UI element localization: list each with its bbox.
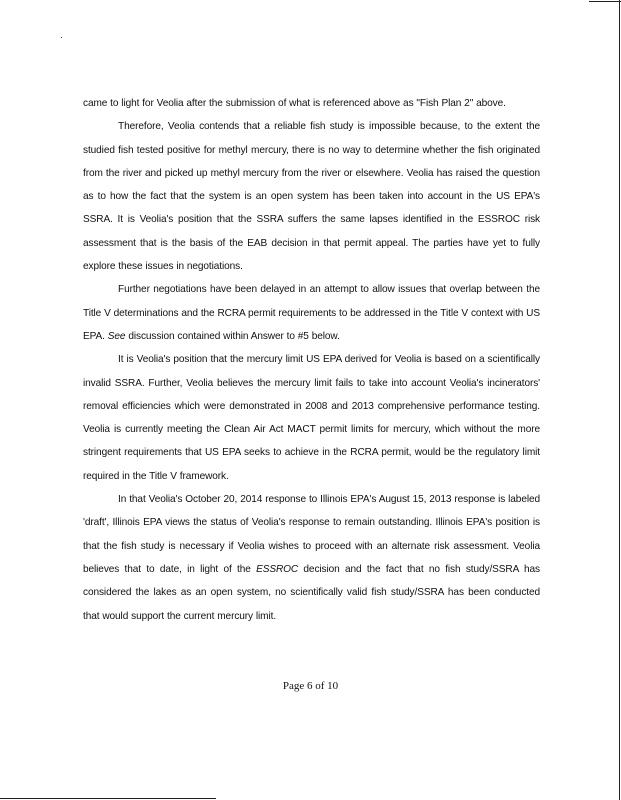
top-edge-mark [589,1,621,2]
paragraph-text: In that Veolia's October 20, 2014 response to Illinois EPA's August 15, 2013 response is labeled 'draft', Illinois EPA views the status of Veolia's response to remain outstanding. Illinois EPA's position is that the fish study is necessary if Veolia wishes to proceed with an alternate risk assessment. Veolia believes that to date, in light of the [83,494,540,575]
paragraph-continuation [83,92,540,115]
paragraph-text: decision and the fact that no fish study/SSRA has considered the lakes as an open system, no scientifically valid fish study/SSRA has been conducted that would support the current mercury limit. [83,563,540,622]
paragraph-negotiations [83,278,540,348]
scan-speck [61,37,62,38]
document-body [83,92,540,628]
italic-see: See [107,330,126,342]
bottom-edge-mark [0,798,216,799]
italic-essroc: ESSROC [256,563,299,575]
paragraph-text: Therefore, Veolia contends that a reliable fish study is impossible because, to the extent the studied fish tested positive for methyl mercury, there is no way to determine whether the fish originated from the river and picked up methyl mercury from the river or elsewhere. Veolia has raised the question as to how the fact that the system is an open system has been taken into account in the US EPA's SSRA. It is Veolia's position that the SSRA suffers the same lapses identified in the ESSROC risk assessment that is the basis of the EAB decision in that permit appeal. The parties have yet to fully explore these issues in negotiations. [83,121,540,273]
paragraph-response-status [83,488,540,628]
paragraph-fish-study [83,115,540,278]
paragraph-mercury-limit [83,348,540,488]
paragraph-text: came to light for Veolia after the submission of what is referenced above as "Fish Plan 2" above. [83,98,506,109]
page-number: Page 6 of 10 [282,680,339,692]
paragraph-text: discussion contained within Answer to #5 below. [125,330,340,342]
paragraph-text: Further negotiations have been delayed in an attempt to allow issues that overlap between the Title V determinations and the RCRA permit requirements to be addressed in the Title V context with US EPA. [83,284,540,342]
paragraph-text: It is Veolia's position that the mercury limit US EPA derived for Veolia is based on a scientifically invalid SSRA. Further, Veolia believes the mercury limit fails to take into account Veolia's incinerators' removal efficiencies which were demonstrated in 2008 and 2013 comprehensive performance testing. Veolia is currently meeting the Clean Air Act MACT permit limits for mercury, which without the more stringent requirements that US EPA seeks to achieve in the RCRA permit, would be the regulatory limit required in the Title V framework. [83,354,540,482]
